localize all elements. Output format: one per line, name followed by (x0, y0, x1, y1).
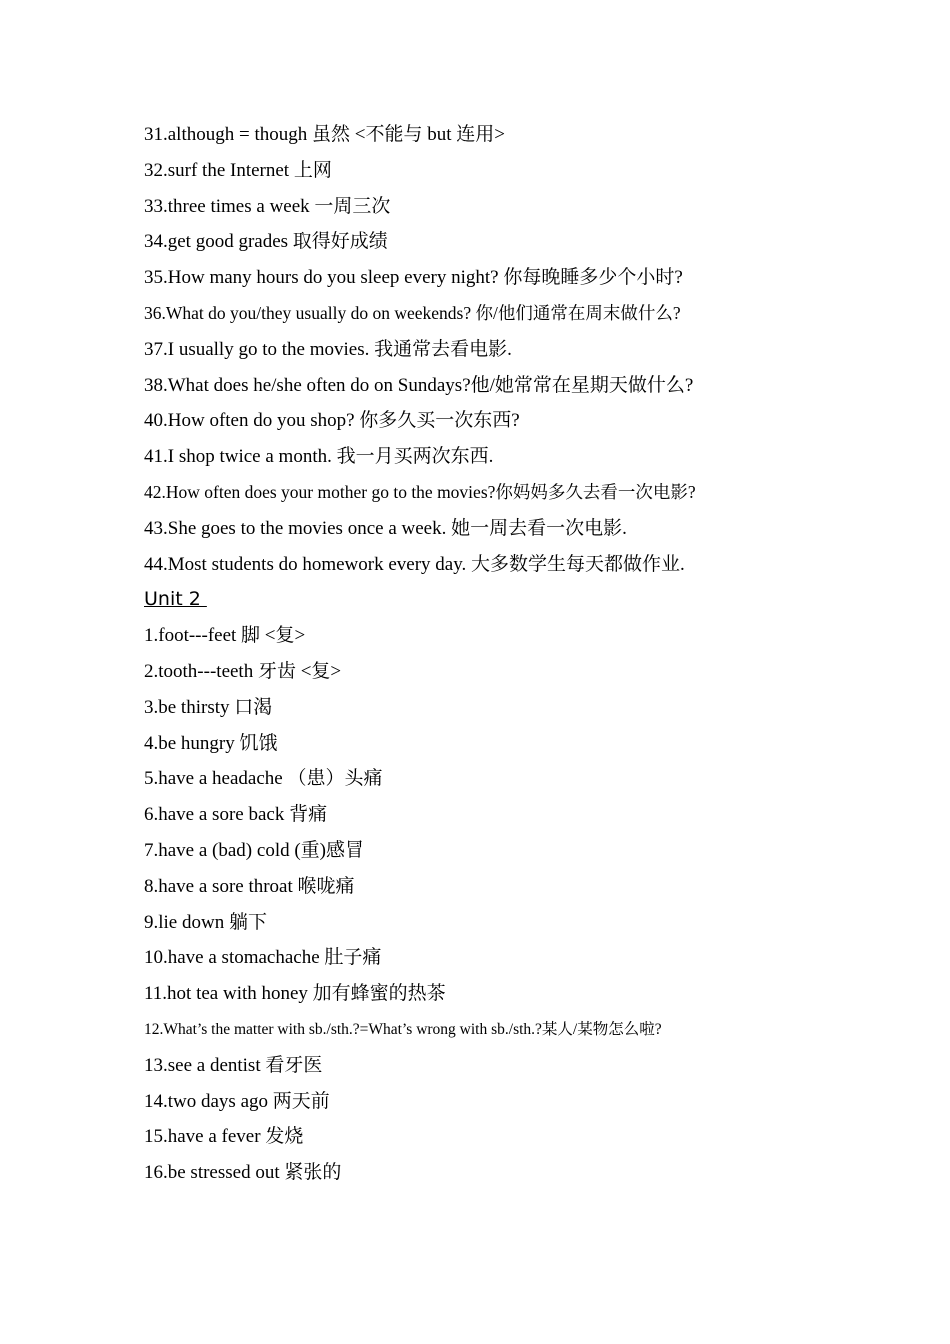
unit2-line-9: 9.lie down 躺下 (144, 911, 267, 933)
unit2-line-1: 1.foot---feet 脚 <复> (144, 625, 306, 647)
unit2-line-16: 16.be stressed out 紧张的 (144, 1162, 342, 1184)
unit-heading: Unit 2 (144, 588, 207, 611)
unit2-line-3: 3.be thirsty 口渴 (144, 696, 273, 718)
vocab-line-41: 41.I shop twice a month. 我一月买两次东西. (144, 446, 494, 468)
unit2-line-2: 2.tooth---teeth 牙齿 <复> (144, 660, 342, 682)
unit2-line-10: 10.have a stomachache 肚子痛 (144, 947, 382, 969)
unit2-line-11: 11.hot tea with honey 加有蜂蜜的热茶 (144, 983, 446, 1005)
vocab-line-43: 43.She goes to the movies once a week. 她一周去看一次电影. (144, 517, 627, 539)
unit2-line-12: 12.What’s the matter with sb./sth.?=What’s wrong with sb./sth.?某人/某物怎么啦? (144, 1020, 662, 1038)
document-content (144, 117, 844, 1191)
unit2-line-5: 5.have a headache （患）头痛 (144, 768, 383, 790)
vocab-line-38: 38.What does he/she often do on Sundays?他/她常常在星期天做什么? (144, 374, 694, 396)
vocab-line-37: 37.I usually go to the movies. 我通常去看电影. (144, 338, 512, 360)
vocab-line-32: 32.surf the Internet 上网 (144, 159, 332, 181)
unit2-line-4: 4.be hungry 饥饿 (144, 732, 278, 754)
vocab-line-34: 34.get good grades 取得好成绩 (144, 231, 388, 253)
vocab-line-31: 31.although = though 虽然 <不能与 but 连用> (144, 124, 505, 145)
unit2-line-8: 8.have a sore throat 喉咙痛 (144, 875, 355, 897)
unit2-line-13: 13.see a dentist 看牙医 (144, 1054, 323, 1076)
vocab-line-40: 40.How often do you shop? 你多久买一次东西? (144, 410, 520, 432)
vocab-line-36: 36.What do you/they usually do on weekends? 你/他们通常在周末做什么? (144, 302, 681, 323)
unit2-line-14: 14.two days ago 两天前 (144, 1090, 330, 1112)
vocab-line-44: 44.Most students do homework every day. 大多数学生每天都做作业. (144, 553, 685, 575)
unit2-line-6: 6.have a sore back 背痛 (144, 804, 328, 826)
unit2-line-7: 7.have a (bad) cold (重)感冒 (144, 839, 365, 861)
vocab-line-35: 35.How many hours do you sleep every night? 你每晚睡多少个小时? (144, 267, 683, 289)
vocab-line-42: 42.How often does your mother go to the movies?你妈妈多久去看一次电影? (144, 481, 696, 502)
unit2-line-15: 15.have a fever 发烧 (144, 1126, 304, 1148)
vocab-line-33: 33.three times a week 一周三次 (144, 195, 391, 217)
